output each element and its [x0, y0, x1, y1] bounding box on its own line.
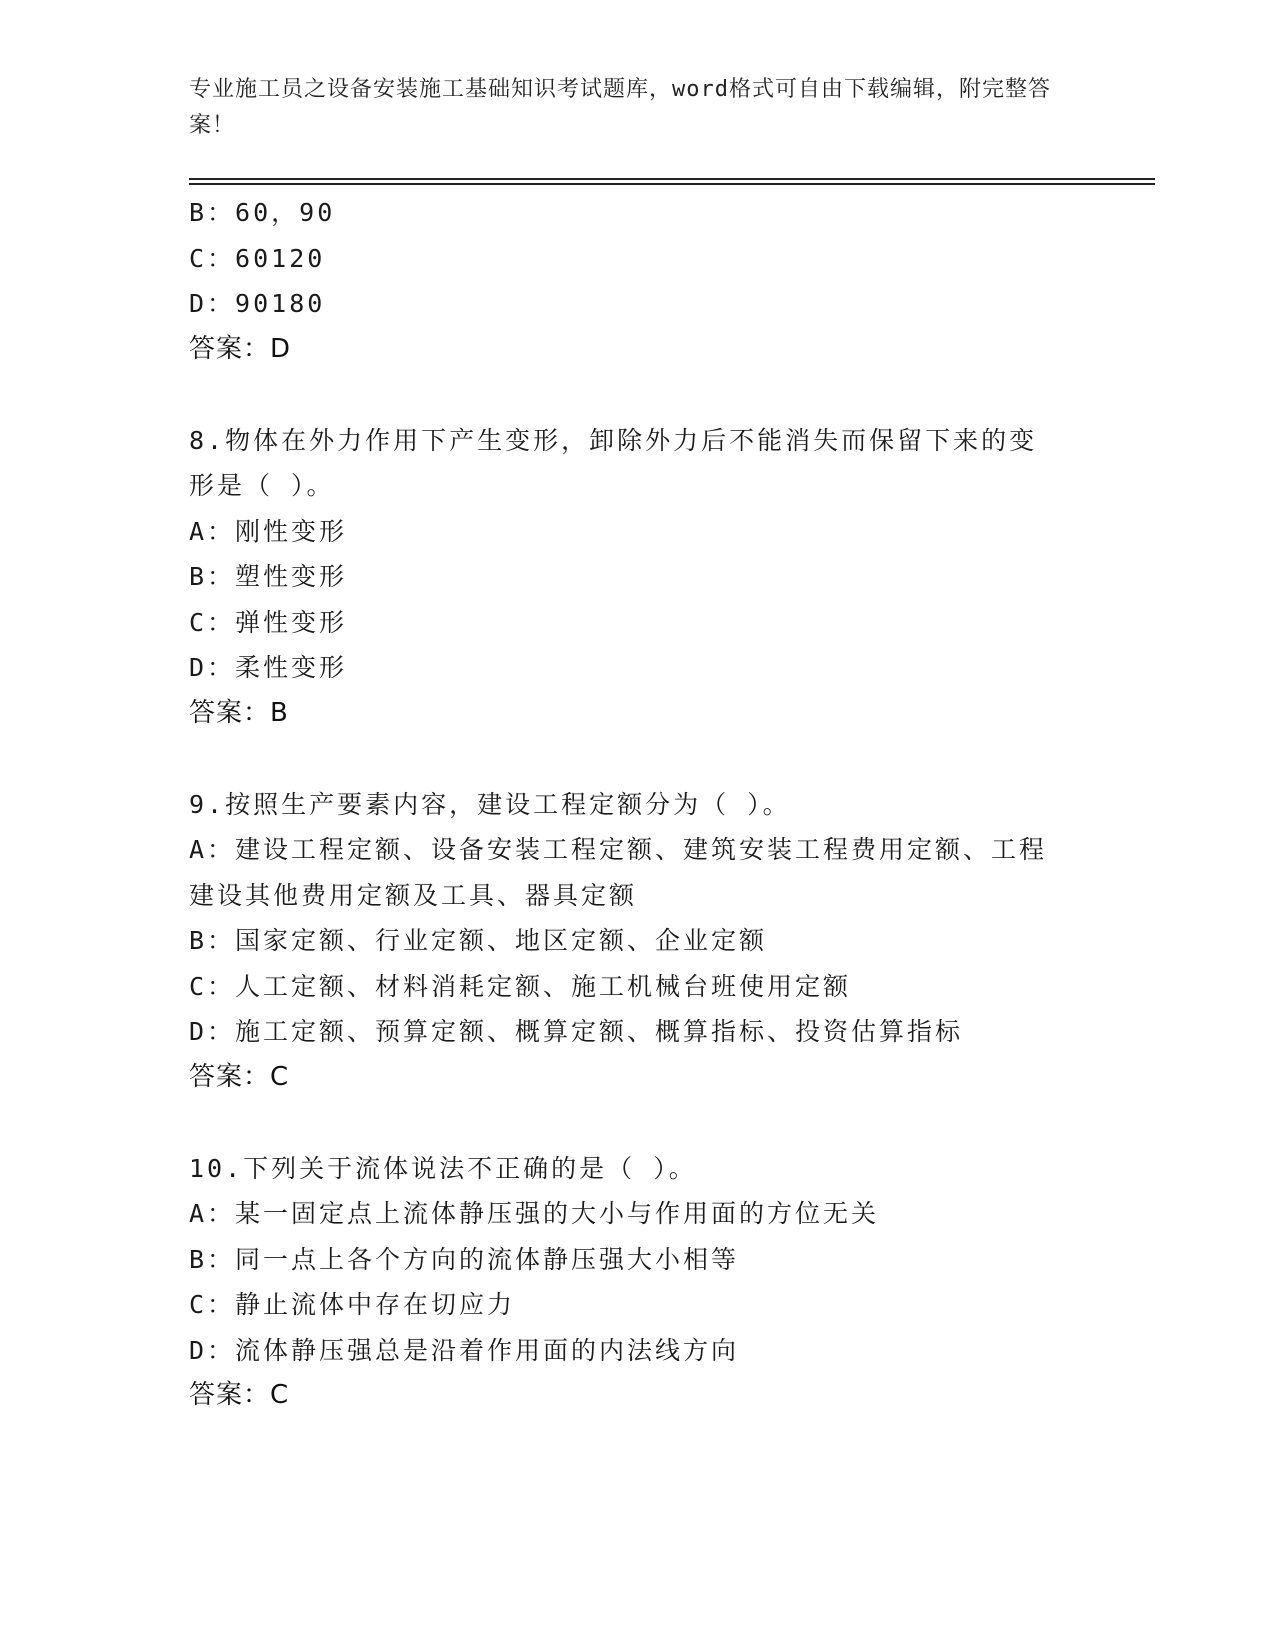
answer-line: 答案：C: [189, 1061, 290, 1092]
option-c: C：静止流体中存在切应力: [189, 1290, 516, 1319]
option-d: D：柔性变形: [189, 653, 348, 682]
question-8: [189, 418, 1089, 737]
option-d: D：90180: [189, 289, 326, 318]
option-d: D：施工定额、预算定额、概算定额、概算指标、投资估算指标: [189, 1017, 964, 1046]
option-b: B：国家定额、行业定额、地区定额、企业定额: [189, 926, 768, 955]
answer-line: 答案：D: [189, 333, 292, 364]
option-b: B：60，90: [189, 198, 336, 227]
option-c: C：60120: [189, 243, 326, 273]
question-content: [189, 190, 1089, 1419]
header-rule-bottom: [189, 183, 1155, 185]
option-a: A：某一固定点上流体静压强的大小与作用面的方位无关: [189, 1199, 880, 1228]
option-a-cont: 建设其他费用定额及工具、器具定额: [189, 880, 638, 910]
option-d: D：流体静压强总是沿着作用面的内法线方向: [189, 1335, 740, 1365]
option-a: A：刚性变形: [189, 516, 348, 546]
header-rule-top: [189, 178, 1155, 180]
option-c: C：人工定额、材料消耗定额、施工机械台班使用定额: [189, 971, 852, 1001]
option-a: A：建设工程定额、设备安装工程定额、建筑安装工程费用定额、工程: [189, 835, 1048, 864]
question-stem: 10.下列关于流体说法不正确的是（ ）。: [189, 1153, 697, 1183]
option-b: B：同一点上各个方向的流体静压强大小相等: [189, 1244, 740, 1274]
question-10: [189, 1146, 1089, 1419]
document-header: 专业施工员之设备安装施工基础知识考试题库，word格式可自由下载编辑，附完整答案！: [189, 77, 1051, 138]
prev-question: [189, 190, 1089, 372]
question-stem: 9.按照生产要素内容，建设工程定额分为（ ）。: [189, 789, 791, 819]
spacer: [189, 736, 1089, 782]
option-b: B：塑性变形: [189, 562, 348, 591]
spacer: [189, 372, 1089, 418]
question-stem-cont: 形是（ ）。: [189, 471, 335, 500]
spacer: [189, 1100, 1089, 1146]
answer-line: 答案：B: [189, 697, 289, 728]
answer-line: 答案：C: [189, 1380, 290, 1410]
question-9: [189, 782, 1089, 1101]
question-stem: 8.物体在外力作用下产生变形，卸除外力后不能消失而保留下来的变: [189, 425, 1038, 455]
option-c: C：弹性变形: [189, 607, 348, 637]
